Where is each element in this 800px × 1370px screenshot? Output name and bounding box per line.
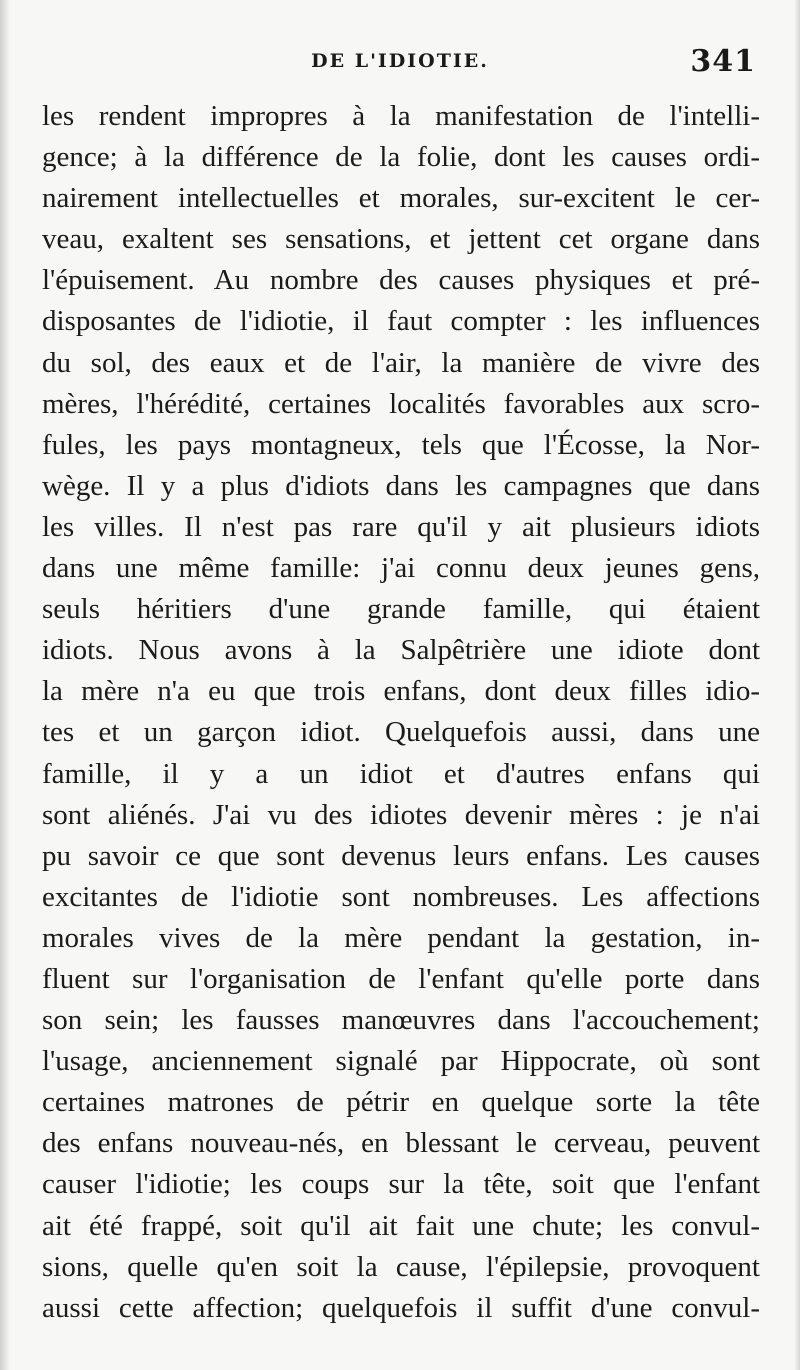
text-line: des enfans nouveau-nés, en blessant le cerveau, peuvent — [42, 1127, 760, 1160]
text-line: seuls héritiers d'une grande famille, qui étaient — [42, 593, 760, 626]
text-line: pu savoir ce que sont devenus leurs enfans. Les causes — [42, 839, 760, 872]
running-head — [0, 44, 800, 84]
text-line: ait été frappé, soit qu'il ait fait une chute; les convul- — [42, 1209, 760, 1242]
text-line: la mère n'a eu que trois enfans, dont deux filles idio- — [42, 675, 760, 708]
text-line: causer l'idiotie; les coups sur la tête, soit que l'enfant — [42, 1168, 760, 1201]
text-line: l'épuisement. Au nombre des causes physiques et pré- — [42, 264, 760, 297]
text-line: sions, quelle qu'en soit la cause, l'épilepsie, provoquent — [42, 1250, 760, 1283]
text-line: du sol, des eaux et de l'air, la manière de vivre des — [42, 346, 760, 379]
text-line: dans une même famille: j'ai connu deux jeunes gens, — [42, 552, 760, 585]
text-line: l'usage, anciennement signalé par Hippocrate, où sont — [42, 1045, 760, 1078]
running-title: DE L'IDIOTIE. — [311, 50, 489, 72]
page-edge-shadow — [794, 0, 800, 1370]
page-number: 341 — [690, 44, 756, 79]
page-gutter-shadow — [0, 0, 10, 1370]
body-text — [42, 96, 760, 1329]
text-line: morales vives de la mère pendant la gestation, in- — [42, 921, 760, 954]
text-line: aussi cette affection; quelquefois il suffit d'une convul- — [42, 1291, 760, 1324]
text-line: les villes. Il n'est pas rare qu'il y ait plusieurs idiots — [42, 510, 760, 543]
text-line: certaines matrones de pétrir en quelque sorte la tête — [42, 1086, 760, 1119]
text-line: idiots. Nous avons à la Salpêtrière une idiote dont — [42, 634, 760, 667]
text-line: fules, les pays montagneux, tels que l'Écosse, la Nor- — [42, 428, 760, 461]
text-line: famille, il y a un idiot et d'autres enfans qui — [42, 757, 760, 790]
text-line: tes et un garçon idiot. Quelquefois aussi, dans une — [42, 716, 760, 749]
text-line: gence; à la différence de la folie, dont les causes ordi- — [42, 141, 760, 174]
text-line: les rendent impropres à la manifestation de l'intelli- — [42, 100, 760, 132]
text-line: fluent sur l'organisation de l'enfant qu'elle porte dans — [42, 962, 760, 995]
text-line: mères, l'hérédité, certaines localités favorables aux scro- — [42, 387, 760, 420]
text-line: excitantes de l'idiotie sont nombreuses. Les affections — [42, 880, 760, 913]
text-line: veau, exaltent ses sensations, et jettent cet organe dans — [42, 223, 760, 256]
text-line: disposantes de l'idiotie, il faut compter : les influences — [42, 305, 760, 338]
text-line: sont aliénés. J'ai vu des idiotes devenir mères : je n'ai — [42, 798, 760, 831]
text-line: wège. Il y a plus d'idiots dans les campagnes que dans — [42, 469, 760, 502]
text-line: nairement intellectuelles et morales, sur-excitent le cer- — [42, 182, 760, 215]
text-line: son sein; les fausses manœuvres dans l'accouchement; — [42, 1004, 760, 1037]
